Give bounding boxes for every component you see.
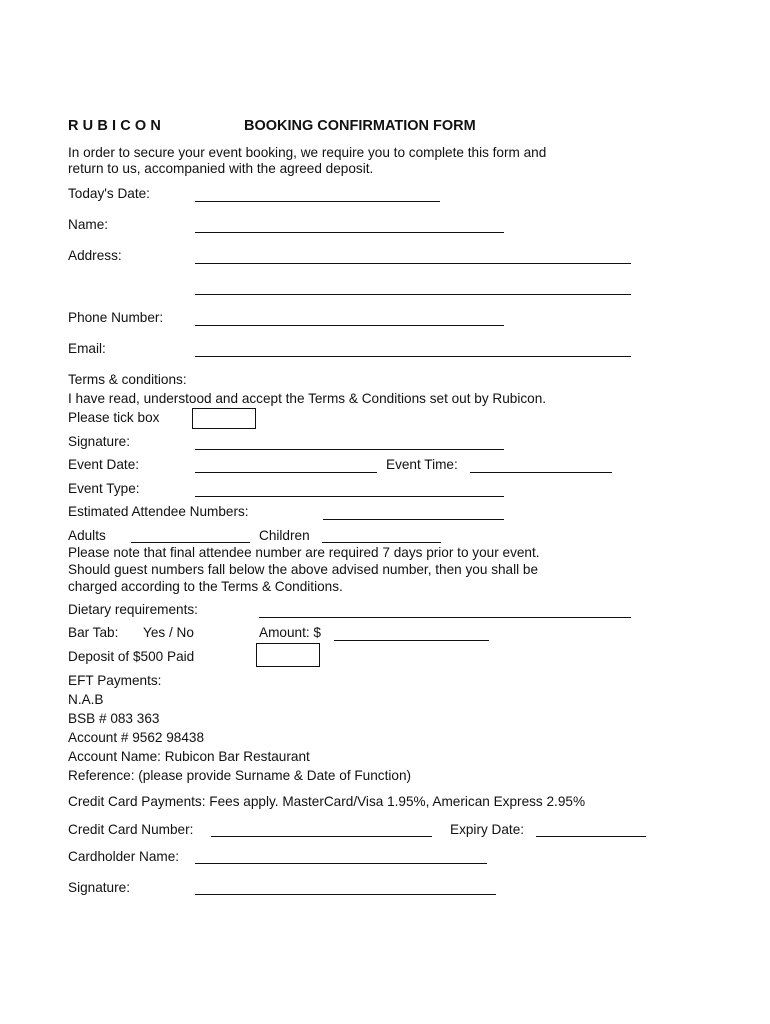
eft-account-name: Account Name: Rubicon Bar Restaurant <box>68 749 310 764</box>
terms-statement: I have read, understood and accept the Terms & Conditions set out by Rubicon. <box>68 391 547 406</box>
bar-tab-label: Bar Tab: <box>68 625 119 640</box>
event-time-label: Event Time: <box>386 457 458 472</box>
terms-tick-box[interactable] <box>192 408 256 429</box>
card-fees-note: Credit Card Payments: Fees apply. MasterCard/Visa 1.95%, American Express 2.95% <box>68 794 586 809</box>
event-type-label: Event Type: <box>68 481 140 496</box>
todays-date-label: Today's Date: <box>68 186 150 201</box>
attendees-field[interactable] <box>323 519 504 520</box>
dietary-field[interactable] <box>259 617 631 618</box>
eft-bsb: BSB # 083 363 <box>68 711 160 726</box>
note-line-3: charged according to the Terms & Conditions. <box>68 579 343 594</box>
eft-heading: EFT Payments: <box>68 673 162 688</box>
card-signature-field[interactable] <box>195 894 496 895</box>
event-type-field[interactable] <box>195 496 504 497</box>
terms-heading: Terms & conditions: <box>68 372 187 387</box>
bar-tab-options[interactable]: Yes / No <box>143 625 194 640</box>
deposit-tick-box[interactable] <box>256 643 320 667</box>
phone-label: Phone Number: <box>68 310 164 325</box>
adults-field[interactable] <box>131 542 250 543</box>
form-title: BOOKING CONFIRMATION FORM <box>244 118 476 134</box>
signature-field[interactable] <box>195 449 504 450</box>
amount-field[interactable] <box>334 640 489 641</box>
intro-line-1: In order to secure your event booking, we require you to complete this form and <box>68 145 547 160</box>
card-number-field[interactable] <box>211 836 432 837</box>
cardholder-label: Cardholder Name: <box>68 849 180 864</box>
expiry-label: Expiry Date: <box>450 822 525 837</box>
card-signature-label: Signature: <box>68 880 130 895</box>
expiry-field[interactable] <box>536 836 646 837</box>
todays-date-field[interactable] <box>195 201 440 202</box>
name-field[interactable] <box>195 232 504 233</box>
signature-label: Signature: <box>68 434 130 449</box>
note-line-1: Please note that final attendee number are required 7 days prior to your event. <box>68 545 540 560</box>
event-date-field[interactable] <box>195 472 377 473</box>
email-field[interactable] <box>195 356 631 357</box>
dietary-label: Dietary requirements: <box>68 602 198 617</box>
address-field-line-1[interactable] <box>195 263 631 264</box>
address-field-line-2[interactable] <box>195 294 631 295</box>
name-label: Name: <box>68 217 109 232</box>
attendees-label: Estimated Attendee Numbers: <box>68 504 249 519</box>
children-field[interactable] <box>322 542 441 543</box>
eft-bank: N.A.B <box>68 692 104 707</box>
eft-reference: Reference: (please provide Surname & Date of Function) <box>68 768 412 783</box>
cardholder-field[interactable] <box>195 863 487 864</box>
brand-name: RUBICON <box>68 118 166 134</box>
phone-field[interactable] <box>195 325 504 326</box>
intro-line-2: return to us, accompanied with the agreed deposit. <box>68 161 374 176</box>
eft-account-number: Account # 9562 98438 <box>68 730 205 745</box>
event-time-field[interactable] <box>470 472 612 473</box>
card-number-label: Credit Card Number: <box>68 822 194 837</box>
adults-label: Adults <box>68 528 106 543</box>
tick-box-label: Please tick box <box>68 410 160 425</box>
amount-label: Amount: $ <box>259 625 321 640</box>
event-date-label: Event Date: <box>68 457 140 472</box>
children-label: Children <box>259 528 310 543</box>
address-label: Address: <box>68 248 122 263</box>
deposit-label: Deposit of $500 Paid <box>68 649 195 664</box>
email-label: Email: <box>68 341 106 356</box>
note-line-2: Should guest numbers fall below the above advised number, then you shall be <box>68 562 539 577</box>
